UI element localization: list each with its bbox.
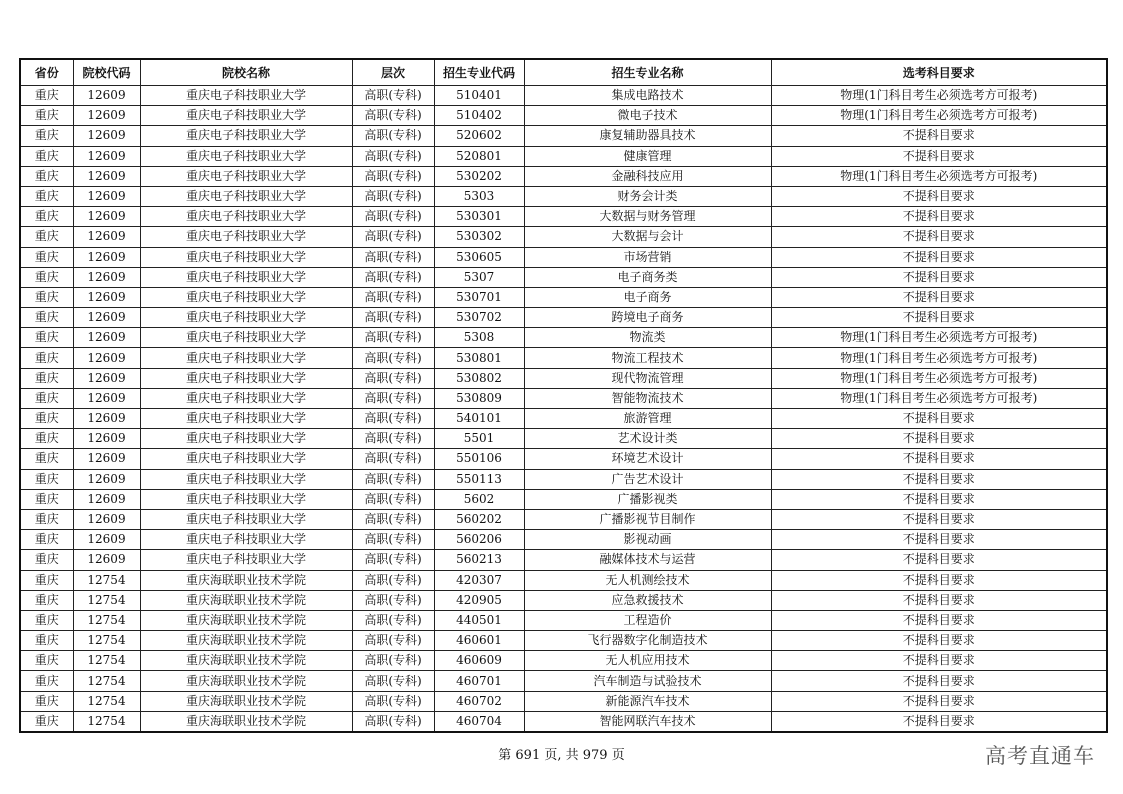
major-code-cell: 460609 [434, 651, 524, 671]
school-name-cell: 重庆海联职业技术学院 [140, 631, 352, 651]
school-name-cell: 重庆电子科技职业大学 [140, 449, 352, 469]
school-code-cell: 12609 [73, 186, 140, 206]
school-name-cell: 重庆海联职业技术学院 [140, 671, 352, 691]
subject-requirement-cell: 物理(1门科目考生必须选考方可报考) [771, 388, 1107, 408]
school-name-cell: 重庆海联职业技术学院 [140, 691, 352, 711]
province-cell: 重庆 [20, 651, 73, 671]
school-code-cell: 12609 [73, 267, 140, 287]
major-code-cell: 530702 [434, 308, 524, 328]
table-row [20, 247, 1107, 267]
major-name-cell: 旅游管理 [524, 409, 771, 429]
province-cell: 重庆 [20, 711, 73, 732]
major-code-cell: 510401 [434, 86, 524, 106]
table-row [20, 590, 1107, 610]
level-cell: 高职(专科) [352, 671, 434, 691]
major-code-cell: 530605 [434, 247, 524, 267]
watermark-logo: 高考直通车 [985, 744, 1095, 768]
major-name-cell: 智能物流技术 [524, 388, 771, 408]
table-row [20, 308, 1107, 328]
level-cell: 高职(专科) [352, 146, 434, 166]
table-row [20, 368, 1107, 388]
province-cell: 重庆 [20, 449, 73, 469]
school-code-cell: 12754 [73, 631, 140, 651]
subject-requirement-cell: 不提科目要求 [771, 287, 1107, 307]
school-code-cell: 12609 [73, 106, 140, 126]
school-name-cell: 重庆电子科技职业大学 [140, 106, 352, 126]
major-code-cell: 5308 [434, 328, 524, 348]
province-cell: 重庆 [20, 489, 73, 509]
major-name-cell: 电子商务 [524, 287, 771, 307]
table-row [20, 610, 1107, 630]
level-cell: 高职(专科) [352, 287, 434, 307]
subject-requirement-cell: 物理(1门科目考生必须选考方可报考) [771, 166, 1107, 186]
school-code-cell: 12609 [73, 126, 140, 146]
subject-requirement-cell: 不提科目要求 [771, 610, 1107, 630]
header-level: 层次 [352, 59, 434, 86]
province-cell: 重庆 [20, 570, 73, 590]
province-cell: 重庆 [20, 146, 73, 166]
school-name-cell: 重庆电子科技职业大学 [140, 86, 352, 106]
major-name-cell: 汽车制造与试验技术 [524, 671, 771, 691]
level-cell: 高职(专科) [352, 368, 434, 388]
level-cell: 高职(专科) [352, 267, 434, 287]
school-code-cell: 12609 [73, 86, 140, 106]
major-code-cell: 440501 [434, 610, 524, 630]
subject-requirement-cell: 不提科目要求 [771, 590, 1107, 610]
school-name-cell: 重庆电子科技职业大学 [140, 287, 352, 307]
school-name-cell: 重庆电子科技职业大学 [140, 550, 352, 570]
school-name-cell: 重庆海联职业技术学院 [140, 651, 352, 671]
subject-requirement-cell: 物理(1门科目考生必须选考方可报考) [771, 86, 1107, 106]
province-cell: 重庆 [20, 691, 73, 711]
school-code-cell: 12609 [73, 530, 140, 550]
level-cell: 高职(专科) [352, 651, 434, 671]
subject-requirement-cell: 不提科目要求 [771, 711, 1107, 732]
school-name-cell: 重庆海联职业技术学院 [140, 590, 352, 610]
level-cell: 高职(专科) [352, 550, 434, 570]
major-code-cell: 560202 [434, 509, 524, 529]
table-row [20, 691, 1107, 711]
major-code-cell: 420307 [434, 570, 524, 590]
province-cell: 重庆 [20, 429, 73, 449]
province-cell: 重庆 [20, 247, 73, 267]
province-cell: 重庆 [20, 590, 73, 610]
major-code-cell: 540101 [434, 409, 524, 429]
major-name-cell: 新能源汽车技术 [524, 691, 771, 711]
major-code-cell: 530809 [434, 388, 524, 408]
school-name-cell: 重庆电子科技职业大学 [140, 186, 352, 206]
major-code-cell: 530701 [434, 287, 524, 307]
major-name-cell: 融媒体技术与运营 [524, 550, 771, 570]
table-row [20, 469, 1107, 489]
province-cell: 重庆 [20, 409, 73, 429]
school-code-cell: 12609 [73, 227, 140, 247]
school-code-cell: 12609 [73, 509, 140, 529]
major-code-cell: 560213 [434, 550, 524, 570]
subject-requirement-cell: 不提科目要求 [771, 146, 1107, 166]
table-row [20, 267, 1107, 287]
province-cell: 重庆 [20, 126, 73, 146]
school-name-cell: 重庆电子科技职业大学 [140, 469, 352, 489]
province-cell: 重庆 [20, 530, 73, 550]
major-name-cell: 无人机应用技术 [524, 651, 771, 671]
table-row [20, 509, 1107, 529]
major-name-cell: 影视动画 [524, 530, 771, 550]
school-name-cell: 重庆电子科技职业大学 [140, 166, 352, 186]
school-code-cell: 12609 [73, 166, 140, 186]
school-code-cell: 12609 [73, 328, 140, 348]
school-code-cell: 12754 [73, 590, 140, 610]
major-name-cell: 智能网联汽车技术 [524, 711, 771, 732]
table-row [20, 328, 1107, 348]
table-row [20, 227, 1107, 247]
major-name-cell: 市场营销 [524, 247, 771, 267]
major-code-cell: 520602 [434, 126, 524, 146]
header-subject-requirement: 选考科目要求 [771, 59, 1107, 86]
level-cell: 高职(专科) [352, 308, 434, 328]
table-row [20, 429, 1107, 449]
header-row [20, 59, 1107, 86]
school-name-cell: 重庆电子科技职业大学 [140, 429, 352, 449]
province-cell: 重庆 [20, 469, 73, 489]
table-row [20, 489, 1107, 509]
table-row [20, 671, 1107, 691]
major-code-cell: 530801 [434, 348, 524, 368]
table-row [20, 631, 1107, 651]
school-name-cell: 重庆电子科技职业大学 [140, 207, 352, 227]
school-code-cell: 12609 [73, 308, 140, 328]
level-cell: 高职(专科) [352, 570, 434, 590]
table-row [20, 530, 1107, 550]
major-code-cell: 530302 [434, 227, 524, 247]
major-name-cell: 微电子技术 [524, 106, 771, 126]
header-major-name: 招生专业名称 [524, 59, 771, 86]
school-code-cell: 12609 [73, 368, 140, 388]
subject-requirement-cell: 不提科目要求 [771, 429, 1107, 449]
province-cell: 重庆 [20, 227, 73, 247]
subject-requirement-cell: 不提科目要求 [771, 671, 1107, 691]
table-row [20, 711, 1107, 732]
level-cell: 高职(专科) [352, 530, 434, 550]
major-name-cell: 工程造价 [524, 610, 771, 630]
school-code-cell: 12609 [73, 207, 140, 227]
subject-requirement-cell: 不提科目要求 [771, 530, 1107, 550]
school-name-cell: 重庆电子科技职业大学 [140, 227, 352, 247]
province-cell: 重庆 [20, 106, 73, 126]
header-school-code: 院校代码 [73, 59, 140, 86]
school-name-cell: 重庆电子科技职业大学 [140, 348, 352, 368]
school-name-cell: 重庆电子科技职业大学 [140, 368, 352, 388]
table-row [20, 207, 1107, 227]
subject-requirement-cell: 物理(1门科目考生必须选考方可报考) [771, 348, 1107, 368]
level-cell: 高职(专科) [352, 691, 434, 711]
table-row [20, 550, 1107, 570]
subject-requirement-cell: 不提科目要求 [771, 308, 1107, 328]
major-name-cell: 现代物流管理 [524, 368, 771, 388]
province-cell: 重庆 [20, 267, 73, 287]
major-code-cell: 510402 [434, 106, 524, 126]
level-cell: 高职(专科) [352, 509, 434, 529]
header-school-name: 院校名称 [140, 59, 352, 86]
major-code-cell: 460704 [434, 711, 524, 732]
major-name-cell: 广告艺术设计 [524, 469, 771, 489]
major-code-cell: 530802 [434, 368, 524, 388]
level-cell: 高职(专科) [352, 348, 434, 368]
subject-requirement-cell: 物理(1门科目考生必须选考方可报考) [771, 328, 1107, 348]
school-code-cell: 12609 [73, 409, 140, 429]
page-number: 第 691 页, 共 979 页 [498, 748, 625, 763]
major-code-cell: 460601 [434, 631, 524, 651]
level-cell: 高职(专科) [352, 711, 434, 732]
province-cell: 重庆 [20, 368, 73, 388]
major-name-cell: 财务会计类 [524, 186, 771, 206]
school-name-cell: 重庆海联职业技术学院 [140, 610, 352, 630]
major-code-cell: 560206 [434, 530, 524, 550]
school-code-cell: 12754 [73, 610, 140, 630]
school-name-cell: 重庆电子科技职业大学 [140, 328, 352, 348]
table-row [20, 651, 1107, 671]
table-body [20, 86, 1107, 733]
province-cell: 重庆 [20, 631, 73, 651]
major-code-cell: 520801 [434, 146, 524, 166]
province-cell: 重庆 [20, 186, 73, 206]
header-major-code: 招生专业代码 [434, 59, 524, 86]
school-name-cell: 重庆电子科技职业大学 [140, 247, 352, 267]
level-cell: 高职(专科) [352, 207, 434, 227]
major-name-cell: 广播影视节目制作 [524, 509, 771, 529]
major-name-cell: 金融科技应用 [524, 166, 771, 186]
level-cell: 高职(专科) [352, 328, 434, 348]
school-name-cell: 重庆电子科技职业大学 [140, 267, 352, 287]
school-name-cell: 重庆电子科技职业大学 [140, 409, 352, 429]
table-row [20, 449, 1107, 469]
subject-requirement-cell: 不提科目要求 [771, 550, 1107, 570]
level-cell: 高职(专科) [352, 388, 434, 408]
major-code-cell: 5602 [434, 489, 524, 509]
level-cell: 高职(专科) [352, 429, 434, 449]
school-name-cell: 重庆电子科技职业大学 [140, 146, 352, 166]
level-cell: 高职(专科) [352, 166, 434, 186]
province-cell: 重庆 [20, 308, 73, 328]
province-cell: 重庆 [20, 509, 73, 529]
subject-requirement-cell: 不提科目要求 [771, 186, 1107, 206]
school-code-cell: 12609 [73, 469, 140, 489]
major-name-cell: 环境艺术设计 [524, 449, 771, 469]
province-cell: 重庆 [20, 388, 73, 408]
major-code-cell: 420905 [434, 590, 524, 610]
province-cell: 重庆 [20, 287, 73, 307]
school-name-cell: 重庆电子科技职业大学 [140, 509, 352, 529]
admission-table-container [19, 58, 1106, 733]
major-code-cell: 5303 [434, 186, 524, 206]
header-province: 省份 [20, 59, 73, 86]
major-name-cell: 跨境电子商务 [524, 308, 771, 328]
table-row [20, 409, 1107, 429]
level-cell: 高职(专科) [352, 106, 434, 126]
school-name-cell: 重庆电子科技职业大学 [140, 388, 352, 408]
subject-requirement-cell: 不提科目要求 [771, 469, 1107, 489]
major-code-cell: 530202 [434, 166, 524, 186]
school-name-cell: 重庆海联职业技术学院 [140, 711, 352, 732]
major-code-cell: 550106 [434, 449, 524, 469]
table-row [20, 348, 1107, 368]
school-code-cell: 12609 [73, 449, 140, 469]
school-code-cell: 12754 [73, 671, 140, 691]
major-code-cell: 5501 [434, 429, 524, 449]
school-name-cell: 重庆海联职业技术学院 [140, 570, 352, 590]
school-code-cell: 12754 [73, 711, 140, 732]
table-header [20, 59, 1107, 86]
subject-requirement-cell: 不提科目要求 [771, 570, 1107, 590]
subject-requirement-cell: 不提科目要求 [771, 267, 1107, 287]
level-cell: 高职(专科) [352, 227, 434, 247]
school-code-cell: 12609 [73, 550, 140, 570]
table-row [20, 126, 1107, 146]
table-row [20, 106, 1107, 126]
table-row [20, 287, 1107, 307]
subject-requirement-cell: 不提科目要求 [771, 126, 1107, 146]
table-row [20, 186, 1107, 206]
major-name-cell: 电子商务类 [524, 267, 771, 287]
major-code-cell: 460702 [434, 691, 524, 711]
major-name-cell: 物流工程技术 [524, 348, 771, 368]
subject-requirement-cell: 不提科目要求 [771, 651, 1107, 671]
school-code-cell: 12754 [73, 691, 140, 711]
level-cell: 高职(专科) [352, 247, 434, 267]
admission-table [19, 58, 1108, 733]
table-row [20, 146, 1107, 166]
school-code-cell: 12609 [73, 287, 140, 307]
province-cell: 重庆 [20, 207, 73, 227]
major-name-cell: 大数据与会计 [524, 227, 771, 247]
subject-requirement-cell: 不提科目要求 [771, 449, 1107, 469]
major-code-cell: 530301 [434, 207, 524, 227]
subject-requirement-cell: 不提科目要求 [771, 247, 1107, 267]
province-cell: 重庆 [20, 328, 73, 348]
level-cell: 高职(专科) [352, 610, 434, 630]
major-name-cell: 大数据与财务管理 [524, 207, 771, 227]
major-name-cell: 无人机测绘技术 [524, 570, 771, 590]
table-row [20, 570, 1107, 590]
school-code-cell: 12609 [73, 247, 140, 267]
subject-requirement-cell: 物理(1门科目考生必须选考方可报考) [771, 368, 1107, 388]
major-code-cell: 460701 [434, 671, 524, 691]
subject-requirement-cell: 不提科目要求 [771, 691, 1107, 711]
school-code-cell: 12754 [73, 570, 140, 590]
major-name-cell: 广播影视类 [524, 489, 771, 509]
major-name-cell: 康复辅助器具技术 [524, 126, 771, 146]
level-cell: 高职(专科) [352, 186, 434, 206]
major-name-cell: 应急救援技术 [524, 590, 771, 610]
level-cell: 高职(专科) [352, 86, 434, 106]
subject-requirement-cell: 物理(1门科目考生必须选考方可报考) [771, 106, 1107, 126]
school-name-cell: 重庆电子科技职业大学 [140, 126, 352, 146]
level-cell: 高职(专科) [352, 126, 434, 146]
major-name-cell: 集成电路技术 [524, 86, 771, 106]
school-code-cell: 12609 [73, 388, 140, 408]
province-cell: 重庆 [20, 610, 73, 630]
major-code-cell: 550113 [434, 469, 524, 489]
subject-requirement-cell: 不提科目要求 [771, 509, 1107, 529]
major-name-cell: 物流类 [524, 328, 771, 348]
level-cell: 高职(专科) [352, 449, 434, 469]
province-cell: 重庆 [20, 348, 73, 368]
school-code-cell: 12609 [73, 146, 140, 166]
school-code-cell: 12754 [73, 651, 140, 671]
school-code-cell: 12609 [73, 489, 140, 509]
school-name-cell: 重庆电子科技职业大学 [140, 530, 352, 550]
table-row [20, 166, 1107, 186]
major-name-cell: 艺术设计类 [524, 429, 771, 449]
subject-requirement-cell: 不提科目要求 [771, 409, 1107, 429]
school-code-cell: 12609 [73, 429, 140, 449]
major-code-cell: 5307 [434, 267, 524, 287]
level-cell: 高职(专科) [352, 631, 434, 651]
subject-requirement-cell: 不提科目要求 [771, 207, 1107, 227]
province-cell: 重庆 [20, 671, 73, 691]
table-row [20, 86, 1107, 106]
school-code-cell: 12609 [73, 348, 140, 368]
province-cell: 重庆 [20, 166, 73, 186]
level-cell: 高职(专科) [352, 469, 434, 489]
province-cell: 重庆 [20, 550, 73, 570]
major-name-cell: 飞行器数字化制造技术 [524, 631, 771, 651]
major-name-cell: 健康管理 [524, 146, 771, 166]
province-cell: 重庆 [20, 86, 73, 106]
table-row [20, 388, 1107, 408]
level-cell: 高职(专科) [352, 489, 434, 509]
level-cell: 高职(专科) [352, 590, 434, 610]
level-cell: 高职(专科) [352, 409, 434, 429]
subject-requirement-cell: 不提科目要求 [771, 631, 1107, 651]
school-name-cell: 重庆电子科技职业大学 [140, 489, 352, 509]
subject-requirement-cell: 不提科目要求 [771, 227, 1107, 247]
subject-requirement-cell: 不提科目要求 [771, 489, 1107, 509]
school-name-cell: 重庆电子科技职业大学 [140, 308, 352, 328]
